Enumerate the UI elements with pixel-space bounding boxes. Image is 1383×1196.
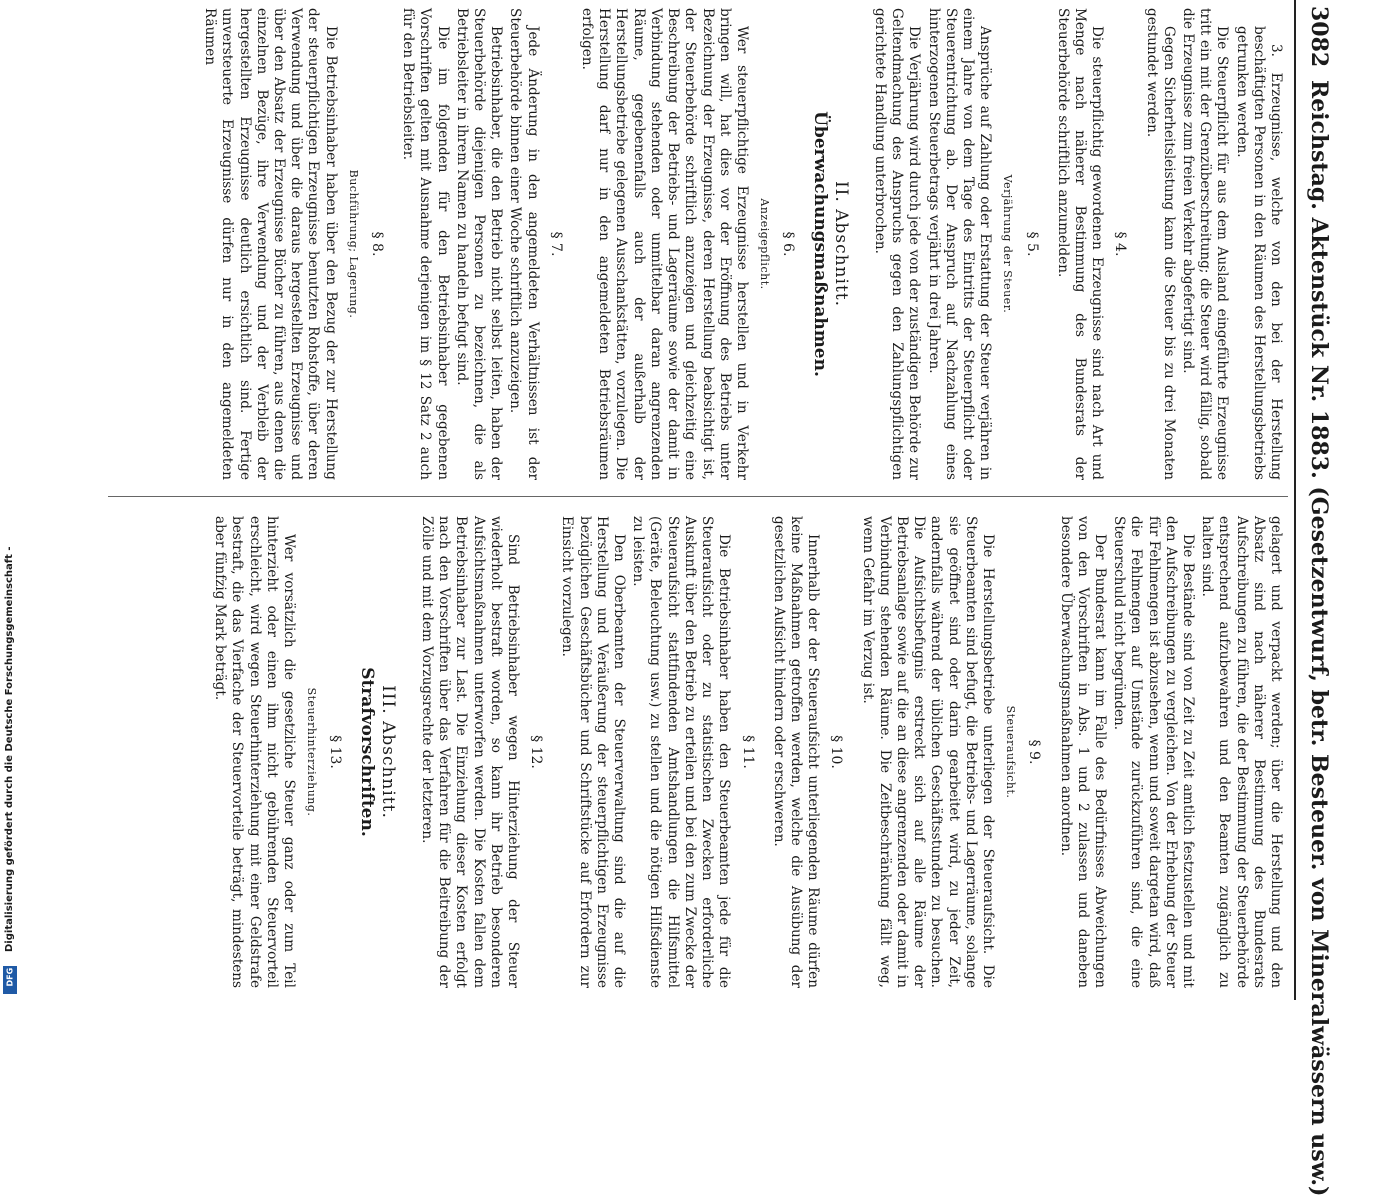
right-column bbox=[209, 516, 1284, 988]
page-number: 3082 bbox=[1306, 6, 1332, 68]
paragraph: Die im folgenden für den Betriebsinhaber gegebenen Vorschriften gelten mit Ausnahme derjenigen im § 12 Satz 2 auch für den Betriebsleiter. bbox=[400, 8, 451, 480]
paragraph: gelagert und verpackt werden; über die Herstellung und den Absatz sind nach näherer Bestimmung des Bundesrats Aufschreibungen zu führen, die der Bestimmung der Steuerbehörde entsprechend aufzubewahren und den Beamten zugänglich zu halten sind. bbox=[1199, 516, 1284, 988]
section-heading: § 8. bbox=[369, 231, 386, 257]
page-header bbox=[1294, 0, 1340, 1196]
section-heading: § 13. bbox=[327, 735, 344, 769]
paragraph: Innerhalb der der Steueraufsicht unterliegenden Räume dürfen keine Maßnahmen getroffen werden, welche die Ausübung der gesetzlichen Aufsicht hindern oder erschweren. bbox=[770, 516, 822, 988]
chapter-title: Überwachungsmaßnahmen. bbox=[809, 111, 830, 377]
paragraph: Sind Betriebsinhaber wegen Hinterziehung der Steuer wiederholt bestraft worden, so kann ihr Betrieb besonderen Aufsichtsmaßnahmen unterworfen werden. Die Kosten fallen dem Betriebsinhaber zur Last. Die Einziehung dieser Kosten erfolgt nach den Vorschriften über das Verfahren für die Beitreibung der Zölle und mit dem Vorzugsrechte der letzteren. bbox=[419, 516, 522, 988]
paragraph: Den Oberbeamten der Steuerverwaltung sind die auf die Herstellung und Veräußerung der steuerpflichtigen Erzeugnisse bezüglichen Geschäftsbücher und Schriftstücke auf Erfordern zur Einsicht vorzulegen. bbox=[559, 516, 628, 988]
section-heading: § 9. bbox=[1026, 739, 1043, 765]
section-subtitle: Steuerhinterziehung. bbox=[305, 687, 319, 817]
section-heading: § 11. bbox=[739, 735, 756, 769]
section-subtitle: Steueraufsicht. bbox=[1004, 705, 1018, 799]
paragraph: Jede Änderung in den angemeldeten Verhältnissen ist der Steuerbehörde binnen einer Woche schriftlich anzuzeigen. bbox=[507, 8, 541, 480]
chapter-title: Strafvorschriften. bbox=[356, 667, 377, 837]
paragraph: Die Bestände sind von Zeit zu Zeit amtlich festzustellen und mit den Aufschreibungen zu vergleichen. Von der Erhebung der Steuer für Fehlmengen ist abzusehen, wenn und soweit dargetan wird, daß die Fehlmengen auf Umstände zurückzuführen sind, die eine Steuerschuld nicht begründen. bbox=[1111, 516, 1196, 988]
section-heading: § 6. bbox=[780, 231, 797, 257]
document-page bbox=[100, 0, 1340, 1196]
paragraph: Die Herstellungsbetriebe unterliegen der Steueraufsicht. Die Steuerbeamten sind befugt, die Betriebs- und Lagerräume, solange sie geöffnet sind oder darin gearbeitet wird, zu jeder Zeit, andernfalls während der üblichen Geschäftsstunden zu besuchen. Die Aufsichtsbefugnis erstreckt sich auf alle Räume der Betriebsanlage sowie auf die an diese angrenzenden oder damit in Verbindung stehenden Räume. Die Zeitbeschränkung fällt weg, wenn Gefahr im Verzug ist. bbox=[859, 516, 996, 988]
section-subtitle: Buchführung; Lagerung. bbox=[346, 169, 360, 319]
paragraph: Die steuerpflichtig gewordenen Erzeugnisse sind nach Art und Menge nach näherer Bestimmung des Bundesrats der Steuerbehörde schriftlich anzumelden. bbox=[1054, 8, 1106, 480]
dfg-logo bbox=[3, 966, 17, 994]
section-heading: § 7. bbox=[547, 231, 564, 257]
paragraph: Betriebsinhaber, die den Betrieb nicht selbst leiten, haben der Steuerbehörde diejenigen Personen zu bezeichnen, die als Betriebsleiter in ihrem Namen zu handeln befugt sind. bbox=[453, 8, 505, 480]
paragraph: Die Steuerpflicht für aus dem Ausland eingeführte Erzeugnisse tritt ein mit der Grenzüberschreitung; die Steuer wird fällig, sobald die Erzeugnisse zum freien Verkehr abgefertigt sind. bbox=[1179, 8, 1231, 480]
chapter-heading: II. Abschnitt. bbox=[830, 180, 851, 308]
dfg-footer bbox=[0, 546, 22, 1000]
paragraph: Die Betriebsinhaber haben den Steuerbeamten jede für die Steueraufsicht oder zu statistischen Zwecken erforderliche Auskunft über den Betrieb zu erteilen und bei den zum Zwecke der Steueraufsicht stattfindenden Amtshandlungen die Hilfsmittel (Geräte, Beleuchtung usw.) zu stellen und die nötigen Hilfsdienste zu leisten. bbox=[630, 516, 733, 988]
section-subtitle: Verjährung der Steuer. bbox=[1001, 174, 1015, 314]
paragraph: Wer steuerpflichtige Erzeugnisse herstellen und in Verkehr bringen will, hat dies vor der Eröffnung des Betriebs unter Bezeichnung der Erzeugnisse, deren Herstellung beabsichtigt ist, der Steuerbehörde schriftlich anzuzeigen und gleichzeitig eine Beschreibung der Betriebs- und Lagerräume sowie der damit in Verbindung stehenden oder unmittelbar daran angrenzenden Räume, gegebenenfalls auch der außerhalb der Herstellungsbetriebe gelegenen Ausschankstätten, vorzulegen. Die Herstellung darf nur in den angemeldeten Betriebsräumen erfolgen. bbox=[579, 8, 750, 480]
paragraph: Der Bundesrat kann im Falle des Bedürfnisses Abweichungen von den Vorschriften in Abs. 1 und 2 zulassen und daneben besondere Überwachungsmaßnahmen anordnen. bbox=[1057, 516, 1108, 988]
paragraph: Gegen Sicherheitsleistung kann die Steuer bis zu drei Monaten gestundet werden. bbox=[1143, 8, 1177, 480]
left-column bbox=[199, 8, 1284, 480]
paragraph: Die Betriebsinhaber haben über den Bezug der zur Herstellung der steuerpflichtigen Erzeugnisse benutzten Rohstoffe, über deren Verwendung und über die daraus hergestellten Erzeugnisse und über den Absatz der Erzeugnisse Bücher zu führen, aus denen die einzelnen Bezüge, ihre Verwendung und der Verbleib der hergestellten Erzeugnisse deutlich ersichtlich sind. Fertige unversteuerte Erzeugnisse dürfen nur in den angemeldeten Räumen bbox=[202, 8, 339, 480]
section-heading: § 12. bbox=[528, 735, 545, 769]
paragraph: Die Verjährung wird durch jede von der zuständigen Behörde zur Geltendmachung des Anspruchs gegen den Zahlungspflichtigen gerichtete Handlung unterbrochen. bbox=[871, 8, 923, 480]
dfg-logo-text: DFG bbox=[5, 967, 15, 987]
paragraph: Ansprüche auf Zahlung oder Erstattung der Steuer verjähren in einem Jahre von dem Tage des Eintritts der Steuerpflicht oder Steuerentrichtung ab. Der Anspruch auf Nachzahlung eines hinterzogenen Steuerbetrags verjährt in drei Jahren. bbox=[925, 8, 994, 480]
paragraph: Wer vorsätzlich die gesetzliche Steuer ganz oder zum Teil hinterzieht oder einen ihm nicht gebührenden Steuervorteil erschleicht, wird wegen Steuerhinterziehung mit einer Geldstrafe bestraft, die das Vierfache der Steuervorteile beträgt, mindestens aber fünfzig Mark beträgt. bbox=[212, 516, 298, 988]
section-heading: § 10. bbox=[828, 735, 845, 769]
section-subtitle: Anzeigepflicht. bbox=[758, 198, 772, 290]
chapter-heading: III. Abschnitt. bbox=[377, 685, 398, 819]
page-title: Reichstag. Aktenstück Nr. 1883. (Gesetzentwurf, betr. Besteuer. von Mineralwässern usw.) bbox=[1306, 80, 1332, 1196]
column-divider bbox=[108, 496, 1288, 497]
paragraph: 3. Erzeugnisse, welche von den bei der Herstellung beschäftigten Personen in den Räumen des Herstellungsbetriebs getrunken werden. bbox=[1233, 26, 1284, 480]
section-heading: § 4. bbox=[1112, 231, 1129, 257]
dfg-credit-text: Digitalisierung gefördert durch die Deutsche Forschungsgemeinschaft - bbox=[4, 546, 15, 952]
section-heading: § 5. bbox=[1023, 231, 1040, 257]
